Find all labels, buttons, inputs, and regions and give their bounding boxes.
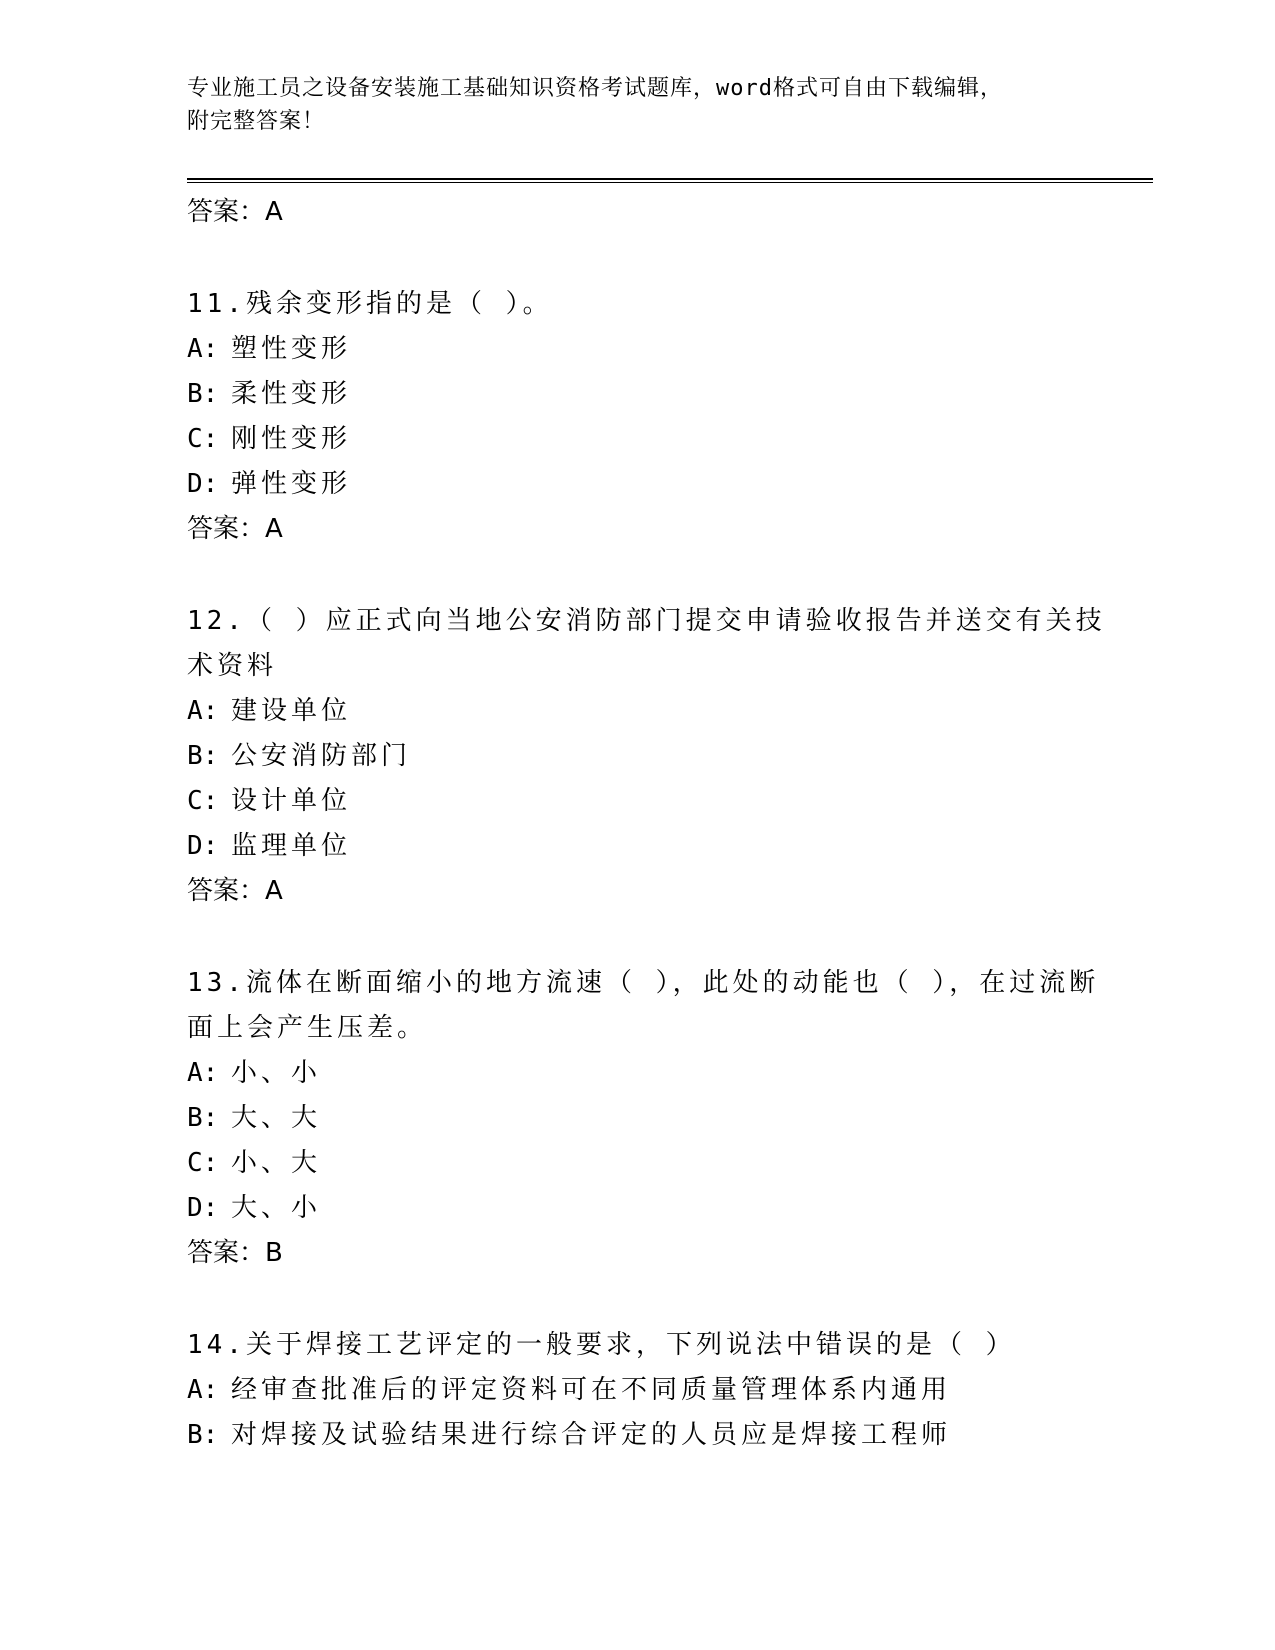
option-c	[187, 779, 1107, 824]
option-letter: A:	[187, 1058, 219, 1088]
option-letter: D:	[187, 831, 219, 861]
answer-line: 答案：B	[187, 1238, 283, 1268]
option-letter: B:	[187, 1103, 219, 1133]
question-stem: 12.（ ）应正式向当地公安消防部门提交申请验收报告并送交有关技术资料	[187, 606, 1106, 681]
option-text: 建设单位	[231, 696, 352, 726]
option-a	[187, 689, 1107, 734]
option-text: 大、大	[231, 1103, 322, 1133]
header-divider	[187, 178, 1153, 183]
option-letter: C:	[187, 786, 219, 816]
option-letter: B:	[187, 1420, 219, 1450]
option-b	[187, 1413, 1107, 1458]
option-c	[187, 1141, 1107, 1186]
option-text: 小、大	[231, 1148, 322, 1178]
option-letter: A:	[187, 1375, 219, 1405]
option-a	[187, 1368, 1107, 1413]
option-letter: A:	[187, 334, 219, 364]
option-a	[187, 1051, 1107, 1096]
option-letter: D:	[187, 469, 219, 499]
option-letter: C:	[187, 1148, 219, 1178]
question-stem: 11.残余变形指的是（ ）。	[187, 289, 553, 319]
option-text: 大、小	[231, 1193, 322, 1223]
question-item	[187, 1323, 1107, 1458]
option-c	[187, 417, 1107, 462]
option-text: 对焊接及试验结果进行综合评定的人员应是焊接工程师	[231, 1420, 952, 1450]
answer-line: 答案：A	[187, 514, 283, 544]
option-a	[187, 327, 1107, 372]
question-item	[187, 599, 1107, 913]
option-text: 刚性变形	[231, 424, 352, 454]
question-item	[187, 282, 1107, 551]
option-text: 设计单位	[231, 786, 352, 816]
option-letter: B:	[187, 741, 219, 771]
question-item	[187, 961, 1107, 1275]
header-line-1: 专业施工员之设备安装施工基础知识资格考试题库，word格式可自由下载编辑，	[187, 76, 1003, 101]
answer-line: 答案：A	[187, 197, 283, 227]
option-letter: A:	[187, 696, 219, 726]
question-list	[187, 190, 1107, 1506]
header-line-2: 附完整答案！	[187, 109, 326, 134]
option-d	[187, 462, 1107, 507]
option-b	[187, 734, 1107, 779]
option-letter: C:	[187, 424, 219, 454]
answer-line: 答案：A	[187, 876, 283, 906]
option-text: 公安消防部门	[231, 741, 412, 771]
option-d	[187, 1186, 1107, 1231]
option-text: 塑性变形	[231, 334, 352, 364]
document-header	[187, 72, 1087, 138]
question-stem: 14.关于焊接工艺评定的一般要求，下列说法中错误的是（ ）	[187, 1330, 1016, 1360]
question-stem: 13.流体在断面缩小的地方流速（ ），此处的动能也（ ），在过流断面上会产生压差。	[187, 968, 1100, 1043]
option-letter: D:	[187, 1193, 219, 1223]
option-b	[187, 372, 1107, 417]
option-text: 柔性变形	[231, 379, 352, 409]
option-d	[187, 824, 1107, 869]
option-text: 经审查批准后的评定资料可在不同质量管理体系内通用	[231, 1375, 952, 1405]
option-letter: B:	[187, 379, 219, 409]
option-text: 弹性变形	[231, 469, 352, 499]
option-text: 监理单位	[231, 831, 352, 861]
option-b	[187, 1096, 1107, 1141]
option-text: 小、小	[231, 1058, 322, 1088]
